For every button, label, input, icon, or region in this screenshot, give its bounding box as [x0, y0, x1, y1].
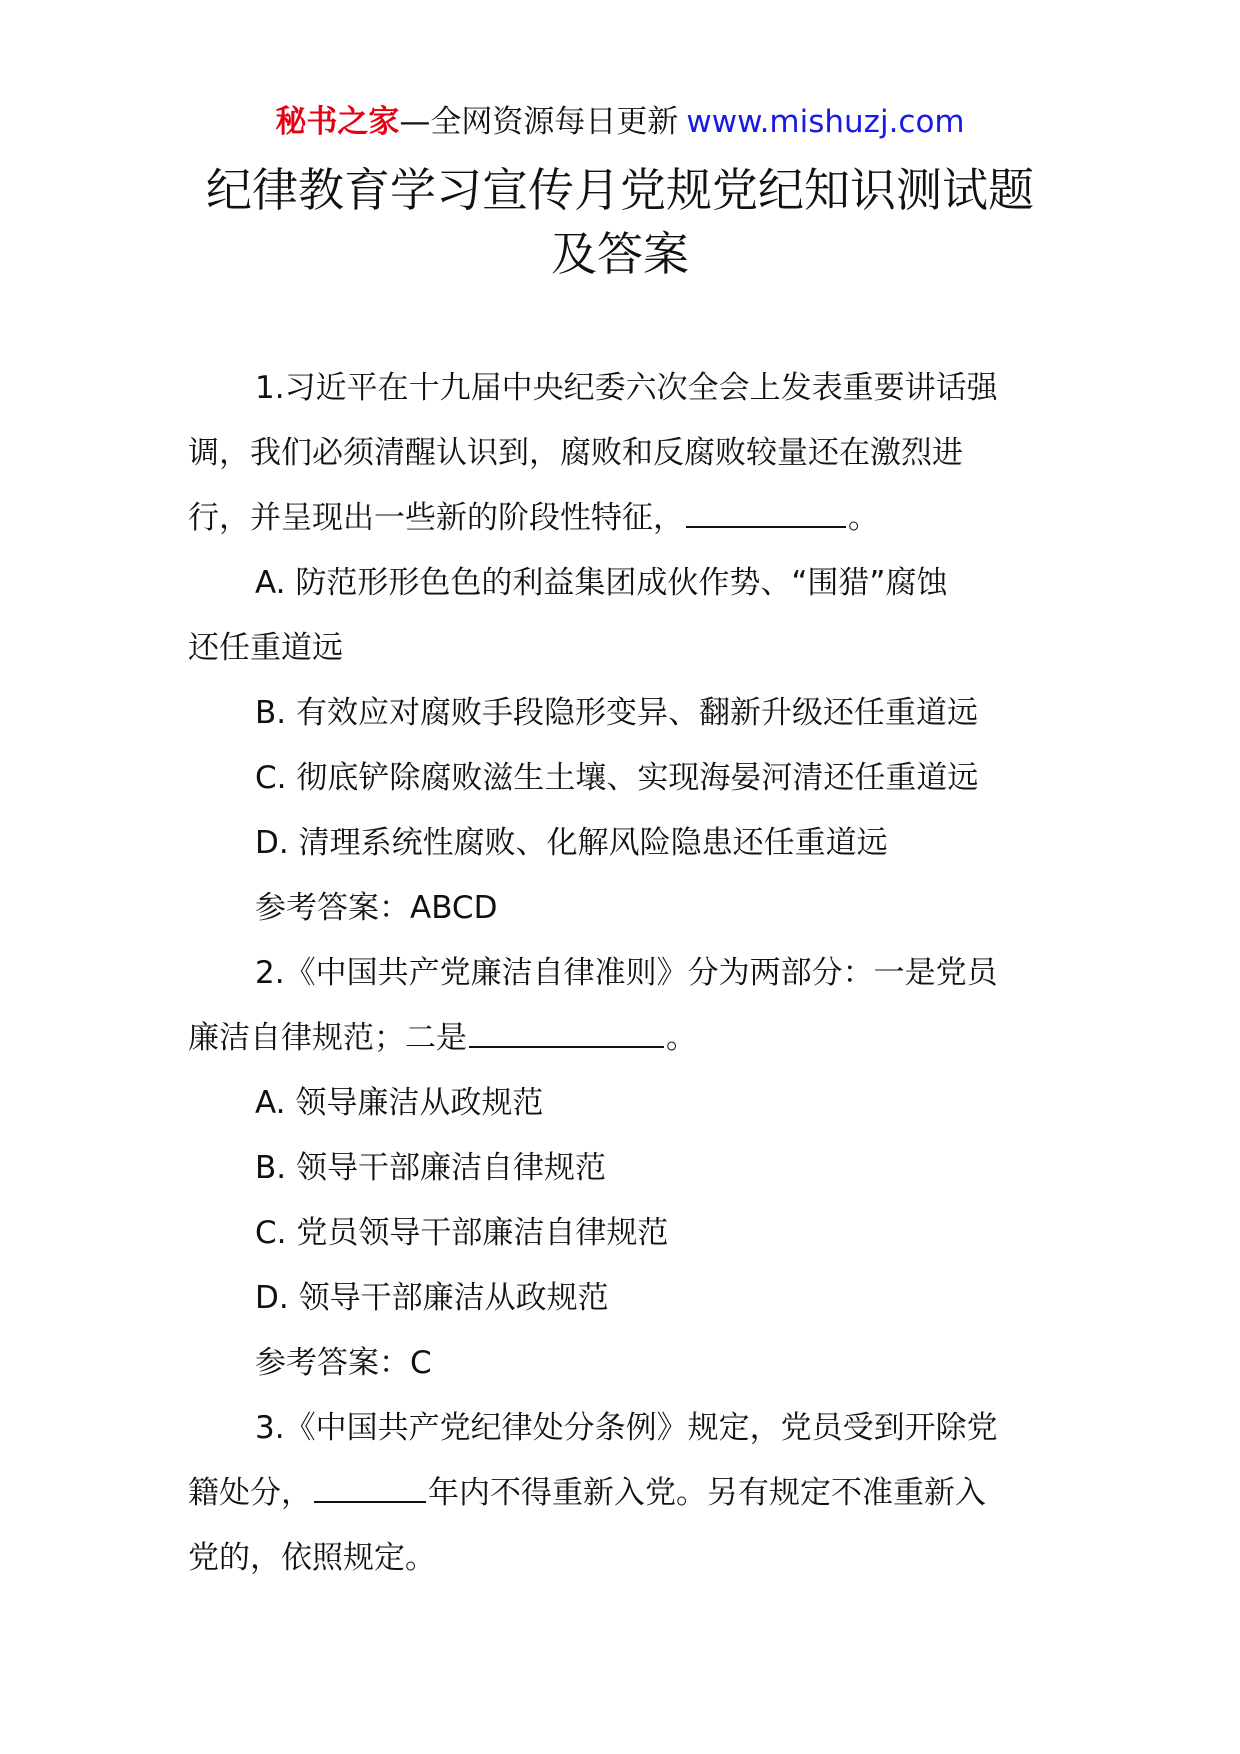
title-line-1: 纪律教育学习宣传月党规党纪知识测试题 — [206, 163, 1034, 217]
q2-stem-text: 廉洁自律规范；二是 — [188, 1020, 467, 1056]
q1-option-c: C. 彻底铲除腐败滋生土壤、实现海晏河清还任重道远 — [255, 760, 979, 796]
q3-stem-text: 籍处分， — [188, 1475, 312, 1511]
q1-option-d: D. 清理系统性腐败、化解风险隐患还任重道远 — [255, 825, 888, 861]
q1-option-b: B. 有效应对腐败手段隐形变异、翻新升级还任重道远 — [255, 695, 978, 731]
q1-stem-text: 行，并呈现出一些新的阶段性特征， — [188, 500, 684, 536]
banner-slogan: —全网资源每日更新 — [399, 104, 679, 140]
q1-stem-line-2: 调，我们必须清醒认识到，腐败和反腐败较量还在激烈进 — [188, 435, 963, 471]
q3-stem-line-3: 党的，依照规定。 — [188, 1540, 436, 1576]
site-banner — [0, 102, 1240, 142]
q2-option-b: B. 领导干部廉洁自律规范 — [255, 1150, 606, 1186]
q2-stem-end: 。 — [666, 1020, 697, 1056]
q1-answer-blank — [686, 504, 846, 528]
q2-option-d: D. 领导干部廉洁从政规范 — [255, 1280, 609, 1316]
q2-stem-line-2 — [188, 1006, 1058, 1071]
q1-option-a-line-1: A. 防范形形色色的利益集团成伙作势、“围猎”腐蚀 — [255, 565, 948, 601]
q1-option-a-line-2: 还任重道远 — [188, 630, 343, 666]
q3-stem-line-1: 3.《中国共产党纪律处分条例》规定，党员受到开除党 — [255, 1410, 998, 1446]
brand-name: 秘书之家 — [275, 104, 400, 140]
q1-stem-line-3 — [188, 486, 1058, 551]
q3-stem-line-2 — [188, 1461, 1058, 1526]
q1-stem-end: 。 — [848, 500, 879, 536]
q2-answer-blank — [469, 1024, 664, 1048]
document-body — [188, 356, 1058, 1591]
title-line-2: 及答案 — [551, 227, 689, 281]
q2-answer: 参考答案：C — [255, 1345, 432, 1381]
q2-option-a: A. 领导廉洁从政规范 — [255, 1085, 544, 1121]
q2-stem-line-1: 2.《中国共产党廉洁自律准则》分为两部分：一是党员 — [255, 955, 998, 991]
q1-answer: 参考答案：ABCD — [255, 890, 498, 926]
q3-answer-blank — [314, 1479, 426, 1503]
site-url-link[interactable]: www.mishuzj.com — [686, 104, 965, 140]
q2-option-c: C. 党员领导干部廉洁自律规范 — [255, 1215, 669, 1251]
q3-stem-continuation: 年内不得重新入党。另有规定不准重新入 — [428, 1475, 986, 1511]
document-title — [0, 158, 1240, 286]
q1-stem-line-1: 1.习近平在十九届中央纪委六次全会上发表重要讲话强 — [255, 370, 998, 406]
